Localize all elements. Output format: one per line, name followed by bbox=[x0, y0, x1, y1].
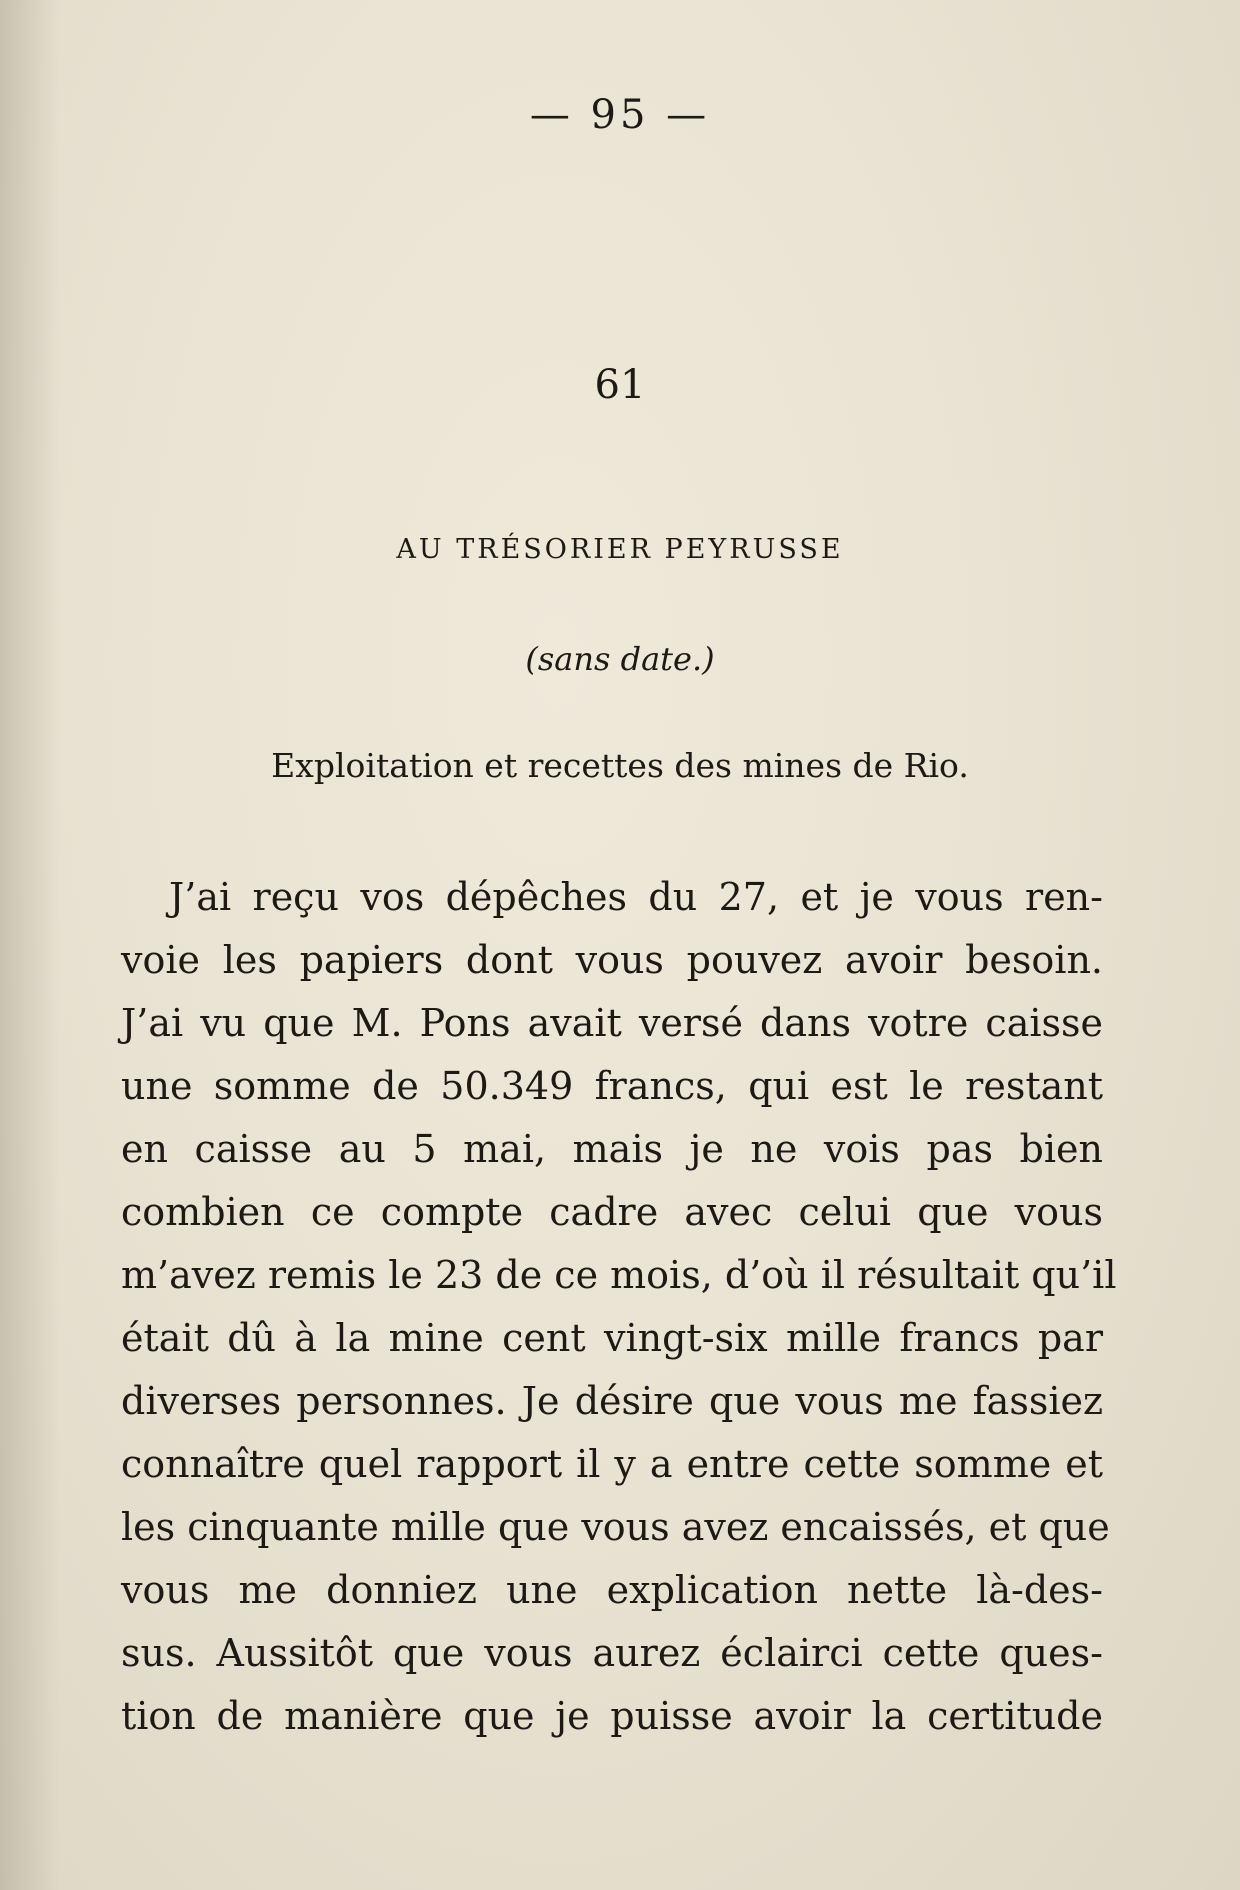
letter-recipient: AU TRÉSORIER PEYRUSSE bbox=[396, 534, 844, 565]
body-line: en caisse au 5 mai, mais je ne vois pas bien bbox=[121, 1127, 1103, 1171]
body-line: sus. Aussitôt que vous aurez éclairci cette ques- bbox=[121, 1631, 1103, 1675]
body-line: connaître quel rapport il y a entre cette somme et bbox=[121, 1442, 1103, 1486]
body-line: une somme de 50.349 francs, qui est le restant bbox=[121, 1064, 1103, 1108]
body-line: était dû à la mine cent vingt-six mille francs par bbox=[121, 1316, 1103, 1360]
letter-date: (sans date.) bbox=[525, 640, 715, 678]
body-line: vous me donniez une explication nette là-des- bbox=[121, 1568, 1103, 1612]
body-line: diverses personnes. Je désire que vous me fassiez bbox=[121, 1379, 1103, 1423]
letter-summary: Exploitation et recettes des mines de Rio. bbox=[271, 746, 969, 785]
letter-number: 61 bbox=[594, 362, 646, 408]
letter-body bbox=[121, 866, 1117, 1748]
body-line: J’ai vu que M. Pons avait versé dans votre caisse bbox=[121, 1001, 1103, 1045]
body-line: voie les papiers dont vous pouvez avoir besoin. bbox=[121, 938, 1103, 982]
body-line: J’ai reçu vos dépêches du 27, et je vous ren- bbox=[169, 875, 1103, 919]
body-line: combien ce compte cadre avec celui que vous bbox=[121, 1190, 1103, 1234]
body-line: m’avez remis le 23 de ce mois, d’où il résultait qu’il bbox=[121, 1253, 1117, 1297]
page-number: — 95 — bbox=[529, 92, 711, 138]
page-edge-shadow bbox=[0, 0, 60, 1890]
body-line: les cinquante mille que vous avez encaissés, et que bbox=[121, 1505, 1110, 1549]
body-line: tion de manière que je puisse avoir la certitude bbox=[121, 1694, 1103, 1738]
